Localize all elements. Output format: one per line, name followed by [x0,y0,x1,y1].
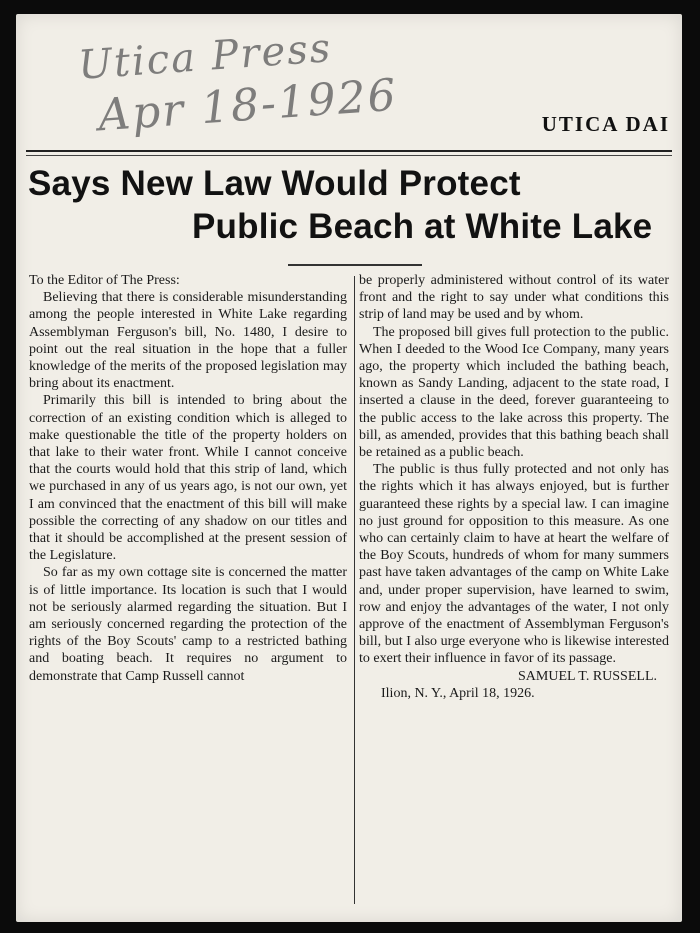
newspaper-clipping [16,14,682,922]
article-column-left [29,272,347,685]
paragraph: Believing that there is considerable misunderstanding among the people interested in White Lake regarding Assemblyman Ferguson's bill, No. 1480, I desire to point out the real situation in the hope that a fuller knowledge of the merits of the proposed legislation may bring about its enactment. [29,290,347,392]
paragraph: The proposed bill gives full protection to the public. When I deeded to the Wood Ice Company, many years ago, the property which included the bathing beach, known as Sandy Landing, adjacent to the state road, I inserted a clause in the deed, forever guaranteeing to the public access to the lake across this property. The bill, as amended, provides that this bathing beach shall be retained as a public beach. [359,324,669,461]
paragraph: be properly administered without control of its water front and the right to say under what conditions this strip of land may be used and by whom. [359,273,669,323]
paragraph: So far as my own cottage site is concerned the matter is of little importance. Its location is such that I would not be seriously alarmed regarding the situation. But I am seriously concerned regarding the protection of the rights of the Boy Scouts' camp to a restricted bathing and boating beach. It requires no argument to demonstrate that Camp Russell cannot [29,565,347,684]
handwritten-source: Utica Press [76,25,334,89]
masthead-rule-thin [26,155,672,156]
paragraph: Primarily this bill is intended to bring about the correction of an existing condition which is alleged to make questionable the title of the property holders on that lake to their water front. While I cannot conceive that the courts would hold that this strip of land, which we purchased in any of us years ago, is not our own, yet I am convinced that the enactment of this bill will make possible the correcting of any shadow on our titles and that it should be accomplished at the present session of the Legislature. [29,393,347,564]
handwritten-date: Apr 18-1926 [96,69,400,142]
masthead: UTICA DAI [541,112,670,136]
article-column-right [359,272,669,702]
place-date: Ilion, N. Y., April 18, 1926. [381,685,535,701]
headline-line-2: Public Beach at White Lake [192,207,653,246]
signature: SAMUEL T. RUSSELL. [518,668,657,684]
headline-divider [288,264,422,266]
column-divider [354,276,355,904]
headline-line-1: Says New Law Would Protect [28,164,521,203]
paragraph: The public is thus fully protected and not only has the rights which it has always enjoyed, but is further guaranteed these rights by a special law. I can imagine no just ground for opposition to this measure. As one who can certainly claim to have at heart the welfare of the Boy Scouts, hundreds of whom for many summers past have taken advantages of the camp on White Lake and, under proper supervision, have learned to swim, row and enjoy the advantages of the water, I not only approve of the enactment of Assemblyman Ferguson's bill, but I also urge everyone who is likewise interested to exert their influence in favor of its passage. [359,462,669,667]
masthead-rule [26,150,672,152]
salutation: To the Editor of The Press: [29,273,180,288]
